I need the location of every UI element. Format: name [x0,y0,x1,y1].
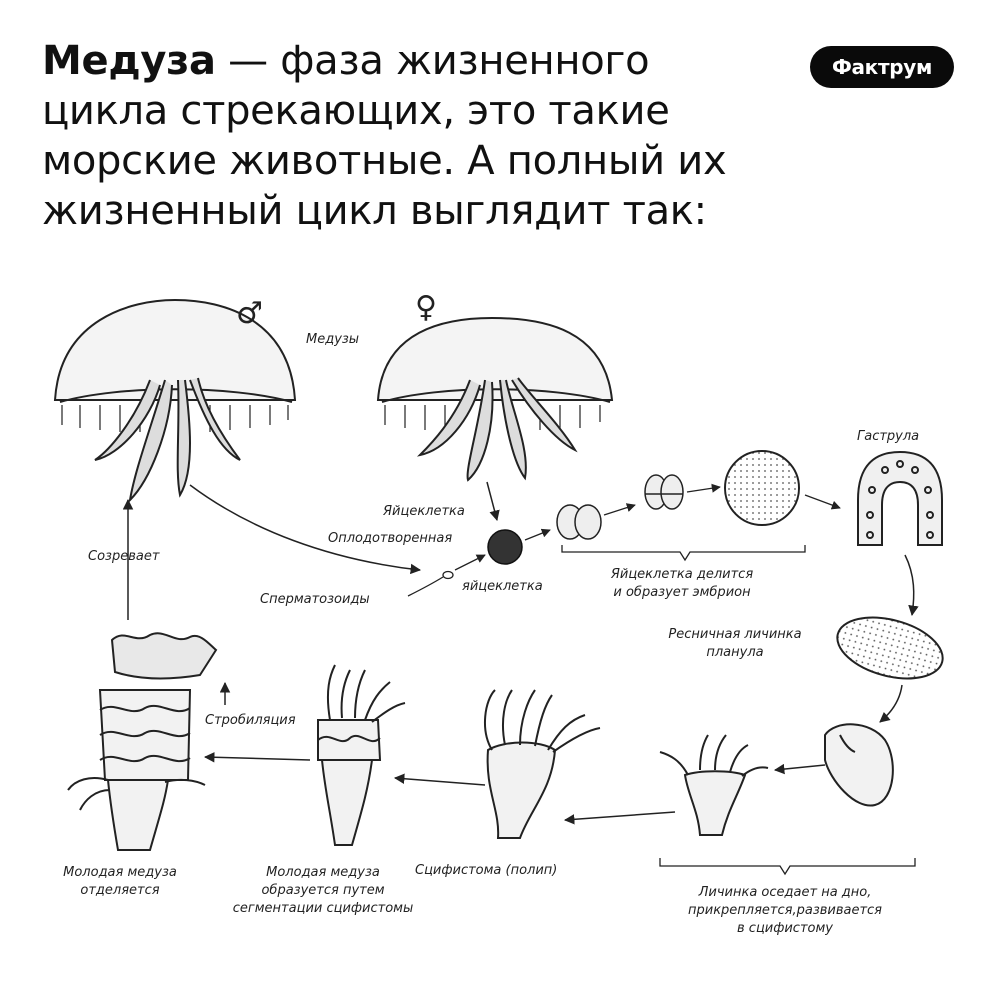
two-cell-embryo [557,505,601,539]
label-matures: Созревает [88,549,160,564]
label-young-detaches-2: отделяется [80,883,160,898]
strobila-detaching [68,690,205,850]
small-polyp [660,735,768,835]
strobila-shape [318,665,405,845]
label-young-forms-1: Молодая медуза [266,865,380,880]
sperm-cell [408,572,453,597]
settling-larva [825,724,893,805]
label-planula-2: планула [706,645,764,660]
larva-brace [660,858,915,874]
label-egg-cell: Яйцеклетка [383,504,465,519]
male-symbol: ♂ [236,296,263,331]
arrow-female-to-egg [487,482,497,520]
label-medusae: Медузы [306,332,360,347]
embryo-brace [562,545,805,560]
label-larva-2: прикрепляется,развивается [687,903,883,918]
label-larva-3: в сцифистому [737,921,833,936]
label-fertilized-1: Оплодотворенная [328,531,453,546]
four-cell-embryo [645,475,683,509]
headline-rest: — фаза жизненного цикла стрекающих, это такие морские животные. А полный их жизненный цикл выглядит так: [42,38,727,234]
label-young-forms-2: образуется путем [261,883,385,898]
label-young-forms-3: сегментации сцифистомы [232,901,414,916]
label-divides-2: и образует эмбрион [613,585,751,600]
label-scyphistoma: Сцифистома (полип) [415,863,558,878]
planula-shape [831,607,950,689]
label-strobilation: Стробиляция [205,713,296,728]
scyphistoma-shape [485,690,600,838]
label-gastrula: Гаструла [857,429,920,444]
ephyra-shape [112,633,216,678]
blastula [725,451,799,525]
label-fertilized-2: яйцеклетка [462,579,543,594]
headline-bold: Медуза [42,38,216,84]
label-young-detaches-1: Молодая медуза [63,865,177,880]
arrow-sperm-to-egg [455,555,485,570]
label-planula-1: Ресничная личинка [668,627,802,642]
arrow-male-to-sperm [190,485,420,570]
label-larva-1: Личинка оседает на дно, [698,885,872,900]
gastrula-shape [858,452,942,545]
label-divides-1: Яйцеклетка делится [610,567,754,582]
female-medusa [378,318,612,480]
label-sperm: Сперматозоиды [260,592,370,607]
female-symbol: ♀ [415,290,437,325]
brand-logo: Фактрум [810,46,954,88]
fertilized-egg [488,530,522,564]
